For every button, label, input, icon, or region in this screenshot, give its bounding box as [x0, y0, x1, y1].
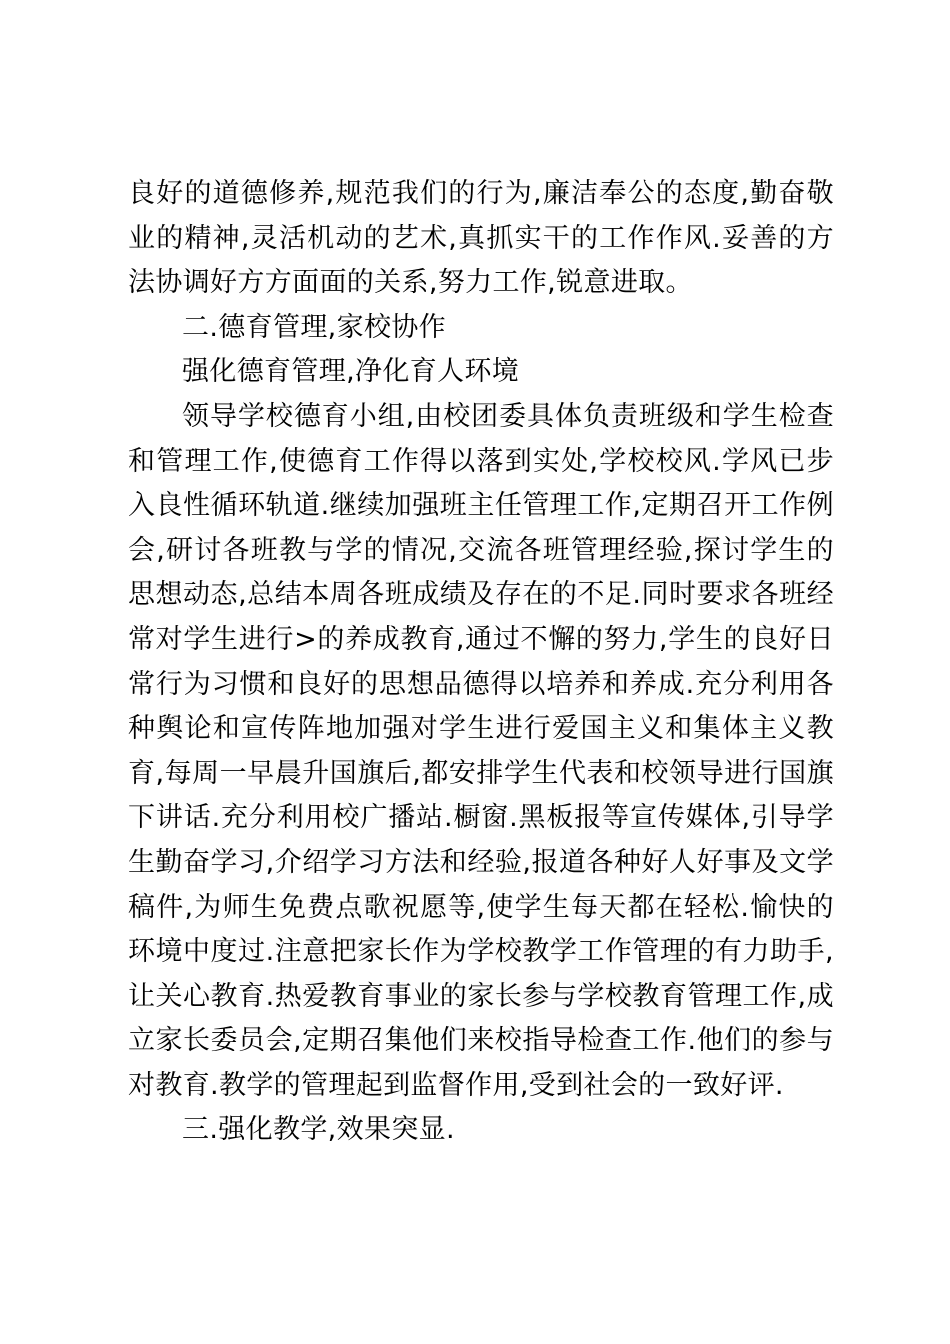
document-body: [128, 172, 834, 1153]
paragraph-continuation: 良好的道德修养,规范我们的行为,廉洁奉公的态度,勤奋敬业的精神,灵活机动的艺术,真抓实干的工作作风.妥善的方法协调好方方面面的关系,努力工作,锐意进取。: [128, 178, 834, 299]
section-heading-moral-education: 二.德育管理,家校协作: [182, 311, 447, 343]
subheading-moral-management: 强化德育管理,净化育人环境: [182, 356, 520, 388]
paragraph-moral-education-body: 领导学校德育小组,由校团委具体负责班级和学生检查和管理工作,使德育工作得以落到实处,学校校风.学风已步入良性循环轨道.继续加强班主任管理工作,定期召开工作例会,研讨各班教与学的情况,交流各班管理经验,探讨学生的思想动态,总结本周各班成绩及存在的不足.同时要求各班经常对学生进行>的养成教育,通过不懈的努力,学生的良好日常行为习惯和良好的思想品德得以培养和养成.充分利用各种舆论和宣传阵地加强对学生进行爱国主义和集体主义教育,每周一早晨升国旗后,都安排学生代表和校领导进行国旗下讲话.充分利用校广播站.橱窗.黑板报等宣传媒体,引导学生勤奋学习,介绍学习方法和经验,报道各种好人好事及文学稿件,为师生免费点歌祝愿等,使学生每天都在轻松.愉快的环境中度过.注意把家长作为学校教学工作管理的有力助手,让关心教育.热爱教育事业的家长参与学校教育管理工作,成立家长委员会,定期召集他们来校指导检查工作.他们的参与对教育.教学的管理起到监督作用,受到社会的一致好评.: [128, 400, 834, 1101]
section-heading-teaching: 三.强化教学,效果突显.: [182, 1114, 455, 1146]
